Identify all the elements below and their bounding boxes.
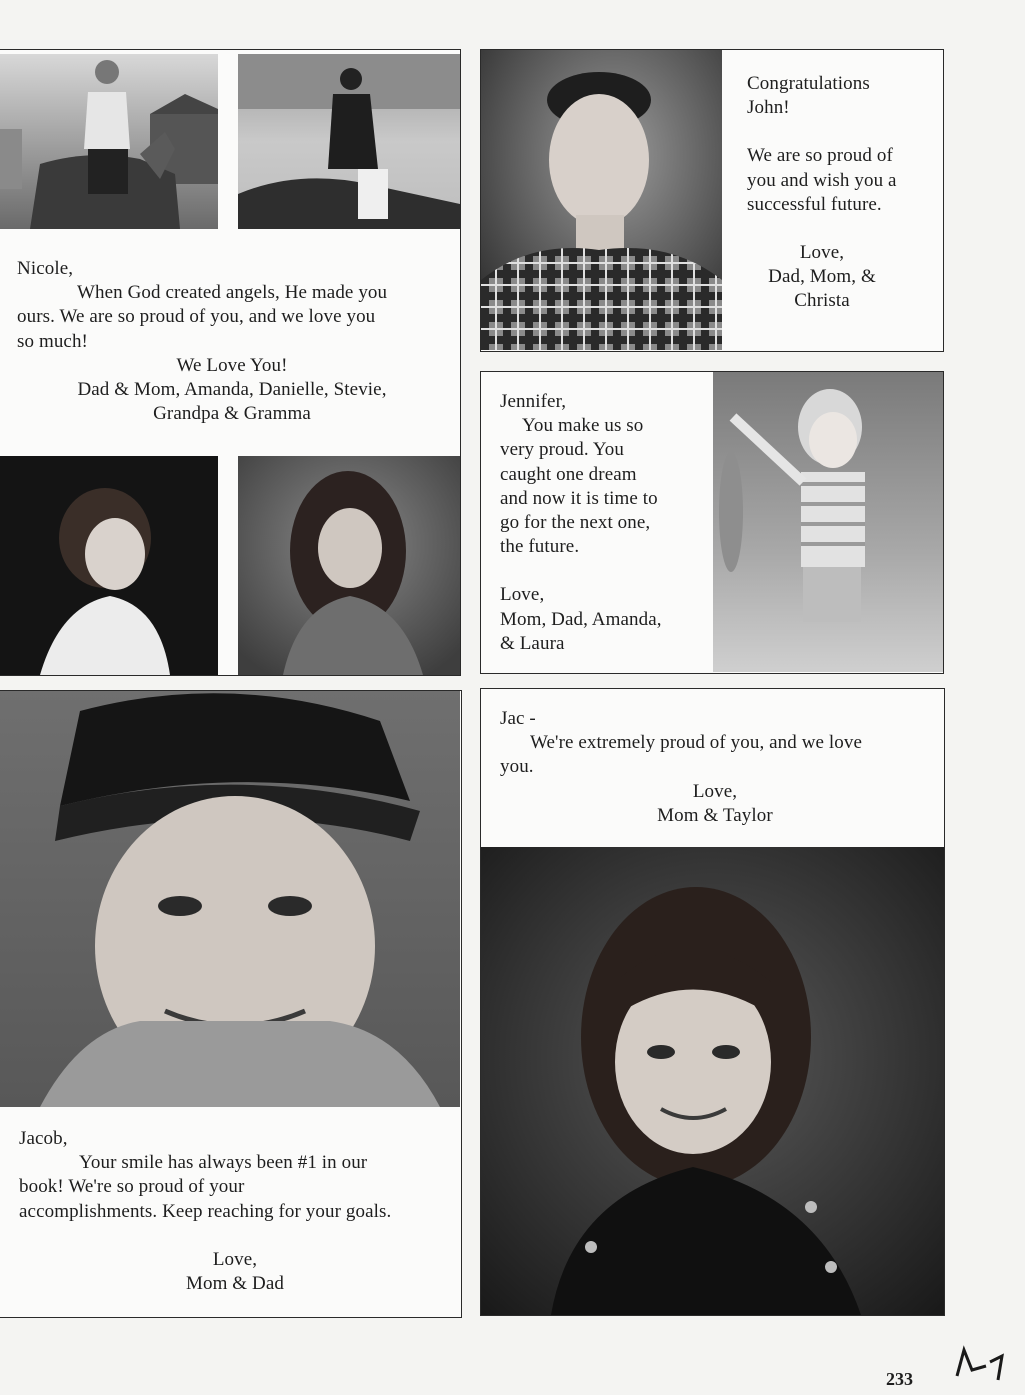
jacob-signature: Mom & Dad [185, 1273, 284, 1295]
jac-message-line: you. [500, 756, 534, 778]
jacob-message-line: Your smile has always been #1 in our [79, 1152, 368, 1174]
corner-ink-mark [952, 1344, 1012, 1384]
jac-ad [480, 688, 945, 1316]
jacob-message-line: book! We're so proud of your [19, 1176, 245, 1198]
jennifer-message [500, 390, 715, 656]
nicole-english-riding-photo [238, 54, 460, 229]
jacob-closing: Love, [212, 1248, 258, 1270]
nicole-closing: We Love You! [176, 354, 288, 376]
jennifer-message-line: go for the next one, [500, 512, 651, 534]
jacob-portrait [0, 691, 460, 1107]
john-message-line: you and wish you a [747, 169, 897, 191]
nicole-message-line: When God created angels, He made you [77, 282, 388, 304]
nicole-teen-portrait [238, 456, 460, 675]
jacob-ad [0, 690, 462, 1318]
john-message [747, 72, 937, 314]
jennifer-signature: Mom, Dad, Amanda, [500, 608, 662, 630]
jacob-message-line: accomplishments. Keep reaching for your goals. [19, 1200, 392, 1222]
john-signature: Christa [794, 290, 850, 312]
nicole-western-riding-photo [0, 54, 218, 229]
jennifer-message-line: very proud. You [500, 439, 624, 461]
jacob-greeting: Jacob, [19, 1128, 68, 1149]
jennifer-signature: & Laura [500, 632, 565, 654]
john-closing: Love, [799, 242, 845, 264]
jac-portrait [481, 847, 944, 1315]
john-greeting: Congratulations [747, 73, 870, 94]
john-greeting: John! [747, 97, 790, 119]
nicole-greeting: Nicole, [17, 258, 74, 279]
john-message-line: We are so proud of [747, 145, 893, 167]
john-ad [480, 49, 944, 352]
jacob-message [19, 1127, 451, 1296]
jennifer-ad [480, 371, 944, 674]
nicole-message [17, 257, 447, 426]
jennifer-message-line: caught one dream [500, 463, 637, 485]
jennifer-message-line: and now it is time to [500, 487, 658, 509]
jac-closing: Love, [692, 780, 738, 802]
nicole-message-line: ours. We are so proud of you, and we love you [17, 306, 376, 328]
jac-message-line: We're extremely proud of you, and we love [530, 732, 863, 754]
jac-message [500, 707, 930, 828]
nicole-signature: Grandpa & Gramma [153, 403, 311, 425]
jennifer-message-line: the future. [500, 536, 580, 558]
jac-signature: Mom & Taylor [657, 804, 773, 826]
jennifer-fishing-photo [713, 372, 943, 672]
jac-greeting: Jac - [500, 708, 536, 729]
jennifer-greeting: Jennifer, [500, 391, 567, 412]
nicole-message-line: so much! [17, 330, 88, 352]
page-number: 233 [886, 1369, 913, 1389]
nicole-toddler-portrait [0, 456, 218, 675]
jennifer-message-line: You make us so [522, 415, 644, 437]
nicole-signature: Dad & Mom, Amanda, Danielle, Stevie, [77, 379, 387, 401]
john-senior-portrait [481, 50, 722, 350]
john-message-line: successful future. [747, 193, 882, 215]
nicole-ad [0, 49, 461, 676]
john-signature: Dad, Mom, & [768, 266, 876, 288]
jennifer-closing: Love, [500, 584, 545, 606]
